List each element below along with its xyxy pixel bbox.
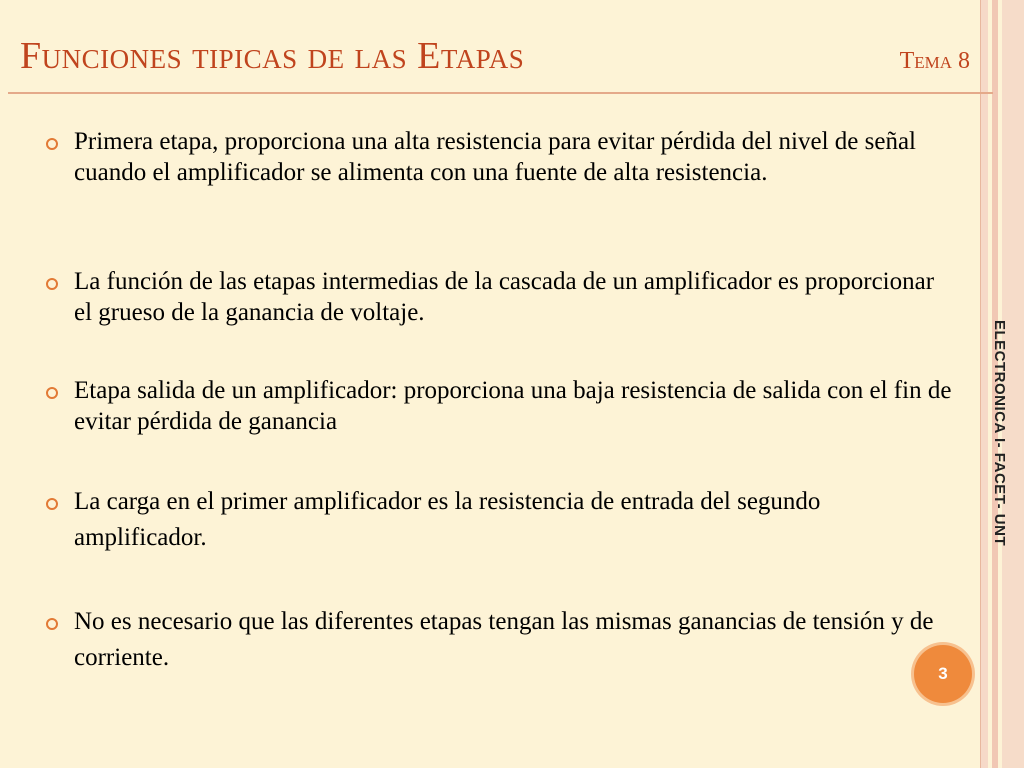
bullet-icon — [46, 278, 58, 290]
bullet-text: La función de las etapas intermedias de la cascada de un amplificador es proporcionar el grueso de la ganancia de voltaje. — [74, 268, 935, 326]
bullet-text: No es necesario que las diferentes etapas tengan las mismas ganancias de tensión y de corriente. — [74, 608, 934, 671]
bullet-icon — [46, 387, 58, 399]
bullet-text: Primera etapa, proporciona una alta resistencia para evitar pérdida del nivel de señal cuando el amplificador se alimenta con una fuente de alta resistencia. — [74, 128, 916, 186]
bullet-text: La carga en el primer amplificador es la resistencia de entrada del segundo amplificador. — [74, 488, 821, 551]
bullet-text: Etapa salida de un amplificador: proporciona una baja resistencia de salida con el fin de evitar pérdida de ganancia — [74, 377, 952, 435]
slide-title: Funciones tipicas de las Etapas — [20, 35, 525, 77]
bullet-icon — [46, 498, 58, 510]
stripe-divider — [980, 0, 981, 768]
slide-topic: Tema 8 — [899, 48, 970, 74]
title-divider — [8, 92, 993, 94]
title-row — [20, 34, 970, 84]
page-number-badge: 3 — [914, 645, 972, 703]
bullet-icon — [46, 618, 58, 630]
bullet-icon — [46, 138, 58, 150]
course-label: ELECTRONICA I- FACET- UNT — [991, 320, 1008, 547]
